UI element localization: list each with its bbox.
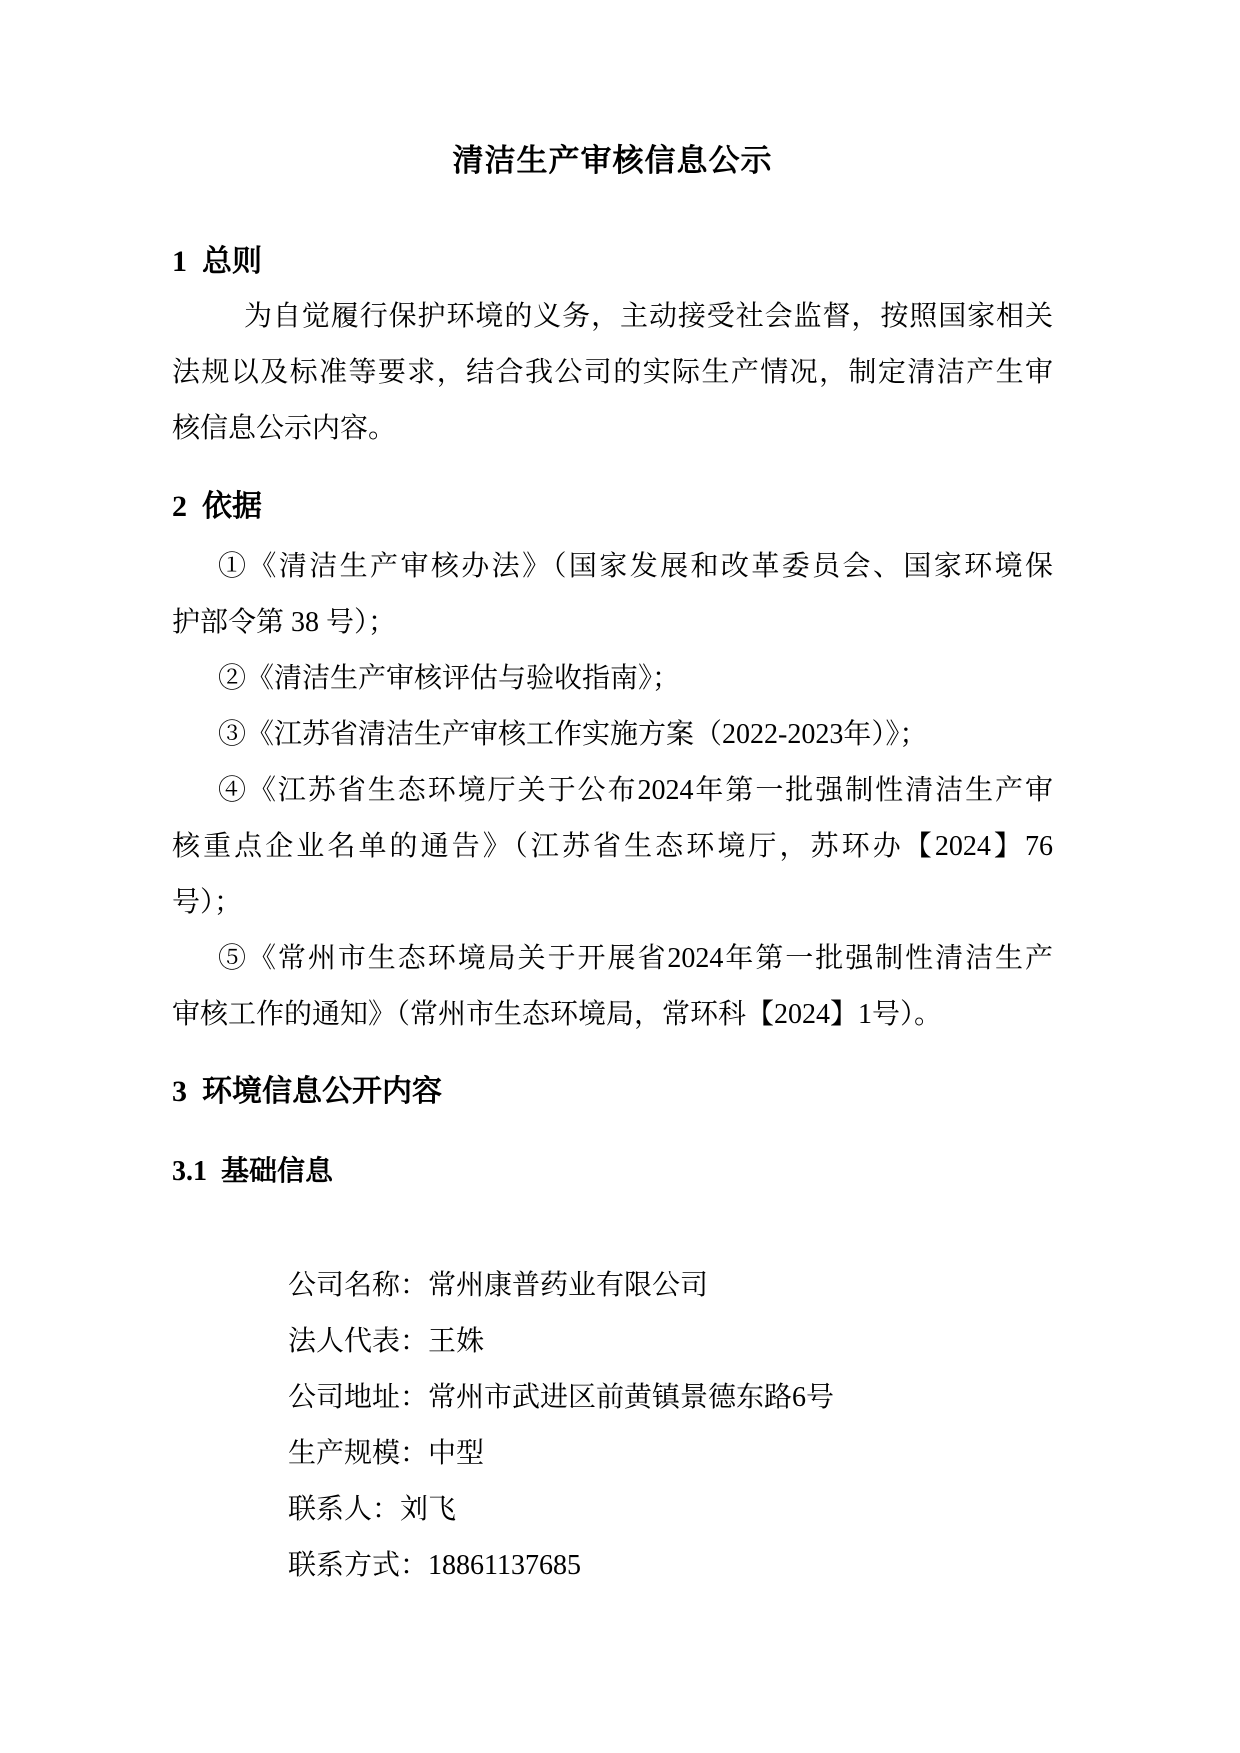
reference-item-4-line: ④《江苏省生态环境厅关于公布2024年第一批强制性清洁生产审 [218, 775, 1053, 806]
section-2-reference-list [172, 539, 1053, 1043]
field-value: 常州康普药业有限公司 [428, 1270, 709, 1301]
field-label: 生产规模： [288, 1438, 429, 1469]
reference-item-2-line: ②《清洁生产审核评估与验收指南》； [218, 663, 681, 694]
reference-item-5-line: ⑤《常州市生态环境局关于开展省2024年第一批强制性清洁生产 [218, 943, 1053, 974]
field-value: 18861137685 [428, 1550, 581, 1581]
reference-item-4-line: 核重点企业名单的通告》（江苏省生态环境厅，苏环办【2024】76 [172, 831, 1053, 862]
paragraph-line: 法规以及标准等要求，结合我公司的实际生产情况，制定清洁产生审 [172, 357, 1053, 388]
paragraph-line: 为自觉履行保护环境的义务，主动接受社会监督，按照国家相关 [244, 301, 1053, 332]
section-1-paragraph [172, 289, 1053, 457]
field-value: 常州市武进区前黄镇景德东路6号 [428, 1382, 835, 1413]
field-label: 法人代表： [288, 1326, 429, 1357]
paragraph-line: 核信息公示内容。 [172, 413, 397, 444]
section-1-heading: 1 总则 [172, 245, 262, 278]
field-label: 公司地址： [288, 1382, 429, 1413]
field-label: 联系人： [288, 1494, 401, 1525]
field-label: 联系方式： [288, 1550, 429, 1581]
section-2-heading: 2 依据 [172, 490, 262, 523]
reference-item-1-line: 护部令第 38 号）； [172, 607, 397, 638]
reference-item-5-line: 审核工作的通知》（常州市生态环境局，常环科【2024】1号）。 [172, 999, 943, 1030]
reference-item-4-line: 号）； [172, 887, 243, 918]
field-value: 中型 [428, 1438, 485, 1469]
field-label: 公司名称： [288, 1270, 429, 1301]
field-value: 王姝 [428, 1326, 485, 1357]
field-value: 刘飞 [400, 1494, 457, 1525]
subsection-3-1-heading: 3.1 基础信息 [172, 1156, 334, 1187]
company-name-field [172, 1202, 1053, 1301]
document-title: 清洁生产审核信息公示 [452, 143, 773, 178]
basic-info-list [172, 1202, 1053, 1581]
reference-item-1-line: ①《清洁生产审核办法》（国家发展和改革委员会、国家环境保 [218, 551, 1053, 582]
reference-item-3-line: ③《江苏省清洁生产审核工作实施方案（2022-2023年）》； [218, 719, 928, 750]
section-3-heading: 3 环境信息公开内容 [172, 1075, 442, 1108]
